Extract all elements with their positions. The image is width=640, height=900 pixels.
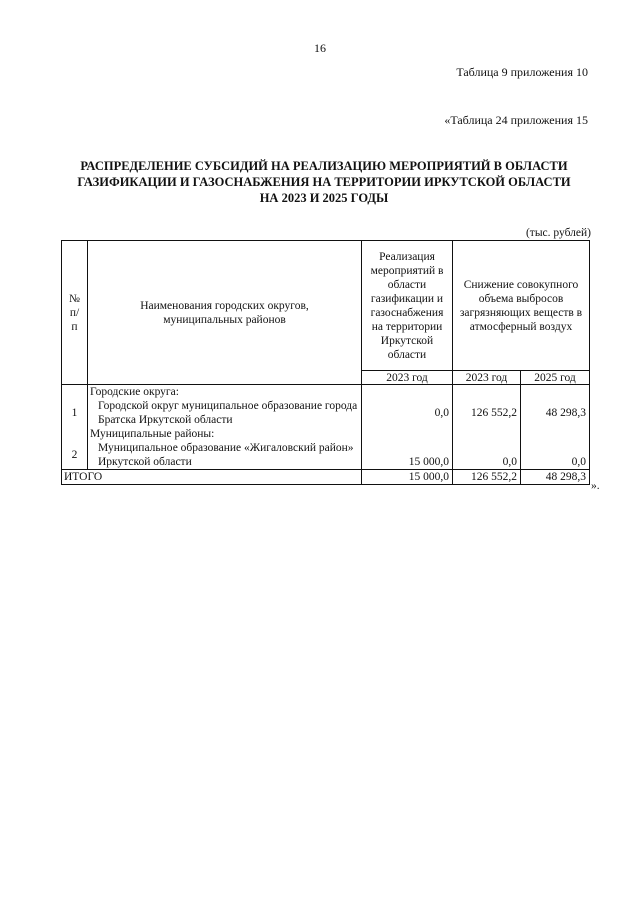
total-value-emissions-2023: 126 552,2 [453,470,521,485]
row-number: 2 [62,441,88,470]
page-number: 16 [314,41,326,55]
header-gasification: Реализация мероприятий в области газификации и газоснабжения на территории Иркутской области [362,241,453,371]
group-label-city-districts: Городские округа: [88,385,362,400]
group-label-municipal-districts: Муниципальные районы: [88,427,362,441]
title-line-2: ГАЗИФИКАЦИИ И ГАЗОСНАБЖЕНИЯ НА ТЕРРИТОРИИ ИРКУТСКОЙ ОБЛАСТИ [77,175,571,189]
table-header-row [62,241,590,371]
table-row [62,441,590,470]
header-emissions: Снижение совокупного объема выбросов загрязняющих веществ в атмосферный воздух [453,241,590,371]
table-row [62,399,590,427]
total-value-emissions-2025: 48 298,3 [521,470,590,485]
header-number: № п/п [62,241,88,385]
row-value-emissions-2025: 0,0 [521,441,590,470]
closing-quote: ». [591,480,600,492]
row-name: Муниципальное образование «Жигаловский район» Иркутской области [88,441,362,470]
header-year-col2: 2023 год [453,371,521,385]
document-title [60,158,588,206]
group-row-municipal-districts [62,427,590,441]
row-value-emissions-2023: 0,0 [453,441,521,470]
table-reference-appendix-15: «Таблица 24 приложения 15 [444,113,588,127]
subsidy-table-container [61,240,589,485]
title-line-3: НА 2023 И 2025 ГОДЫ [259,191,389,205]
row-value-gasification: 15 000,0 [362,441,453,470]
row-number: 1 [62,399,88,427]
group-row-city-districts [62,385,590,400]
subsidy-table [61,240,590,485]
header-name: Наименования городских округов, муниципальных районов [88,241,362,385]
header-year-col1: 2023 год [362,371,453,385]
header-year-col3: 2025 год [521,371,590,385]
row-value-gasification: 0,0 [362,399,453,427]
units-label: (тыс. рублей) [525,227,591,239]
total-row [62,470,590,485]
row-value-emissions-2023: 126 552,2 [453,399,521,427]
title-line-1: РАСПРЕДЕЛЕНИЕ СУБСИДИЙ НА РЕАЛИЗАЦИЮ МЕРОПРИЯТИЙ В ОБЛАСТИ [80,159,568,173]
row-name: Городской округ муниципальное образование города Братска Иркутской области [88,399,362,427]
total-label: ИТОГО [62,470,362,485]
total-value-gasification: 15 000,0 [362,470,453,485]
table-reference-appendix-10: Таблица 9 приложения 10 [456,65,588,79]
row-value-emissions-2025: 48 298,3 [521,399,590,427]
